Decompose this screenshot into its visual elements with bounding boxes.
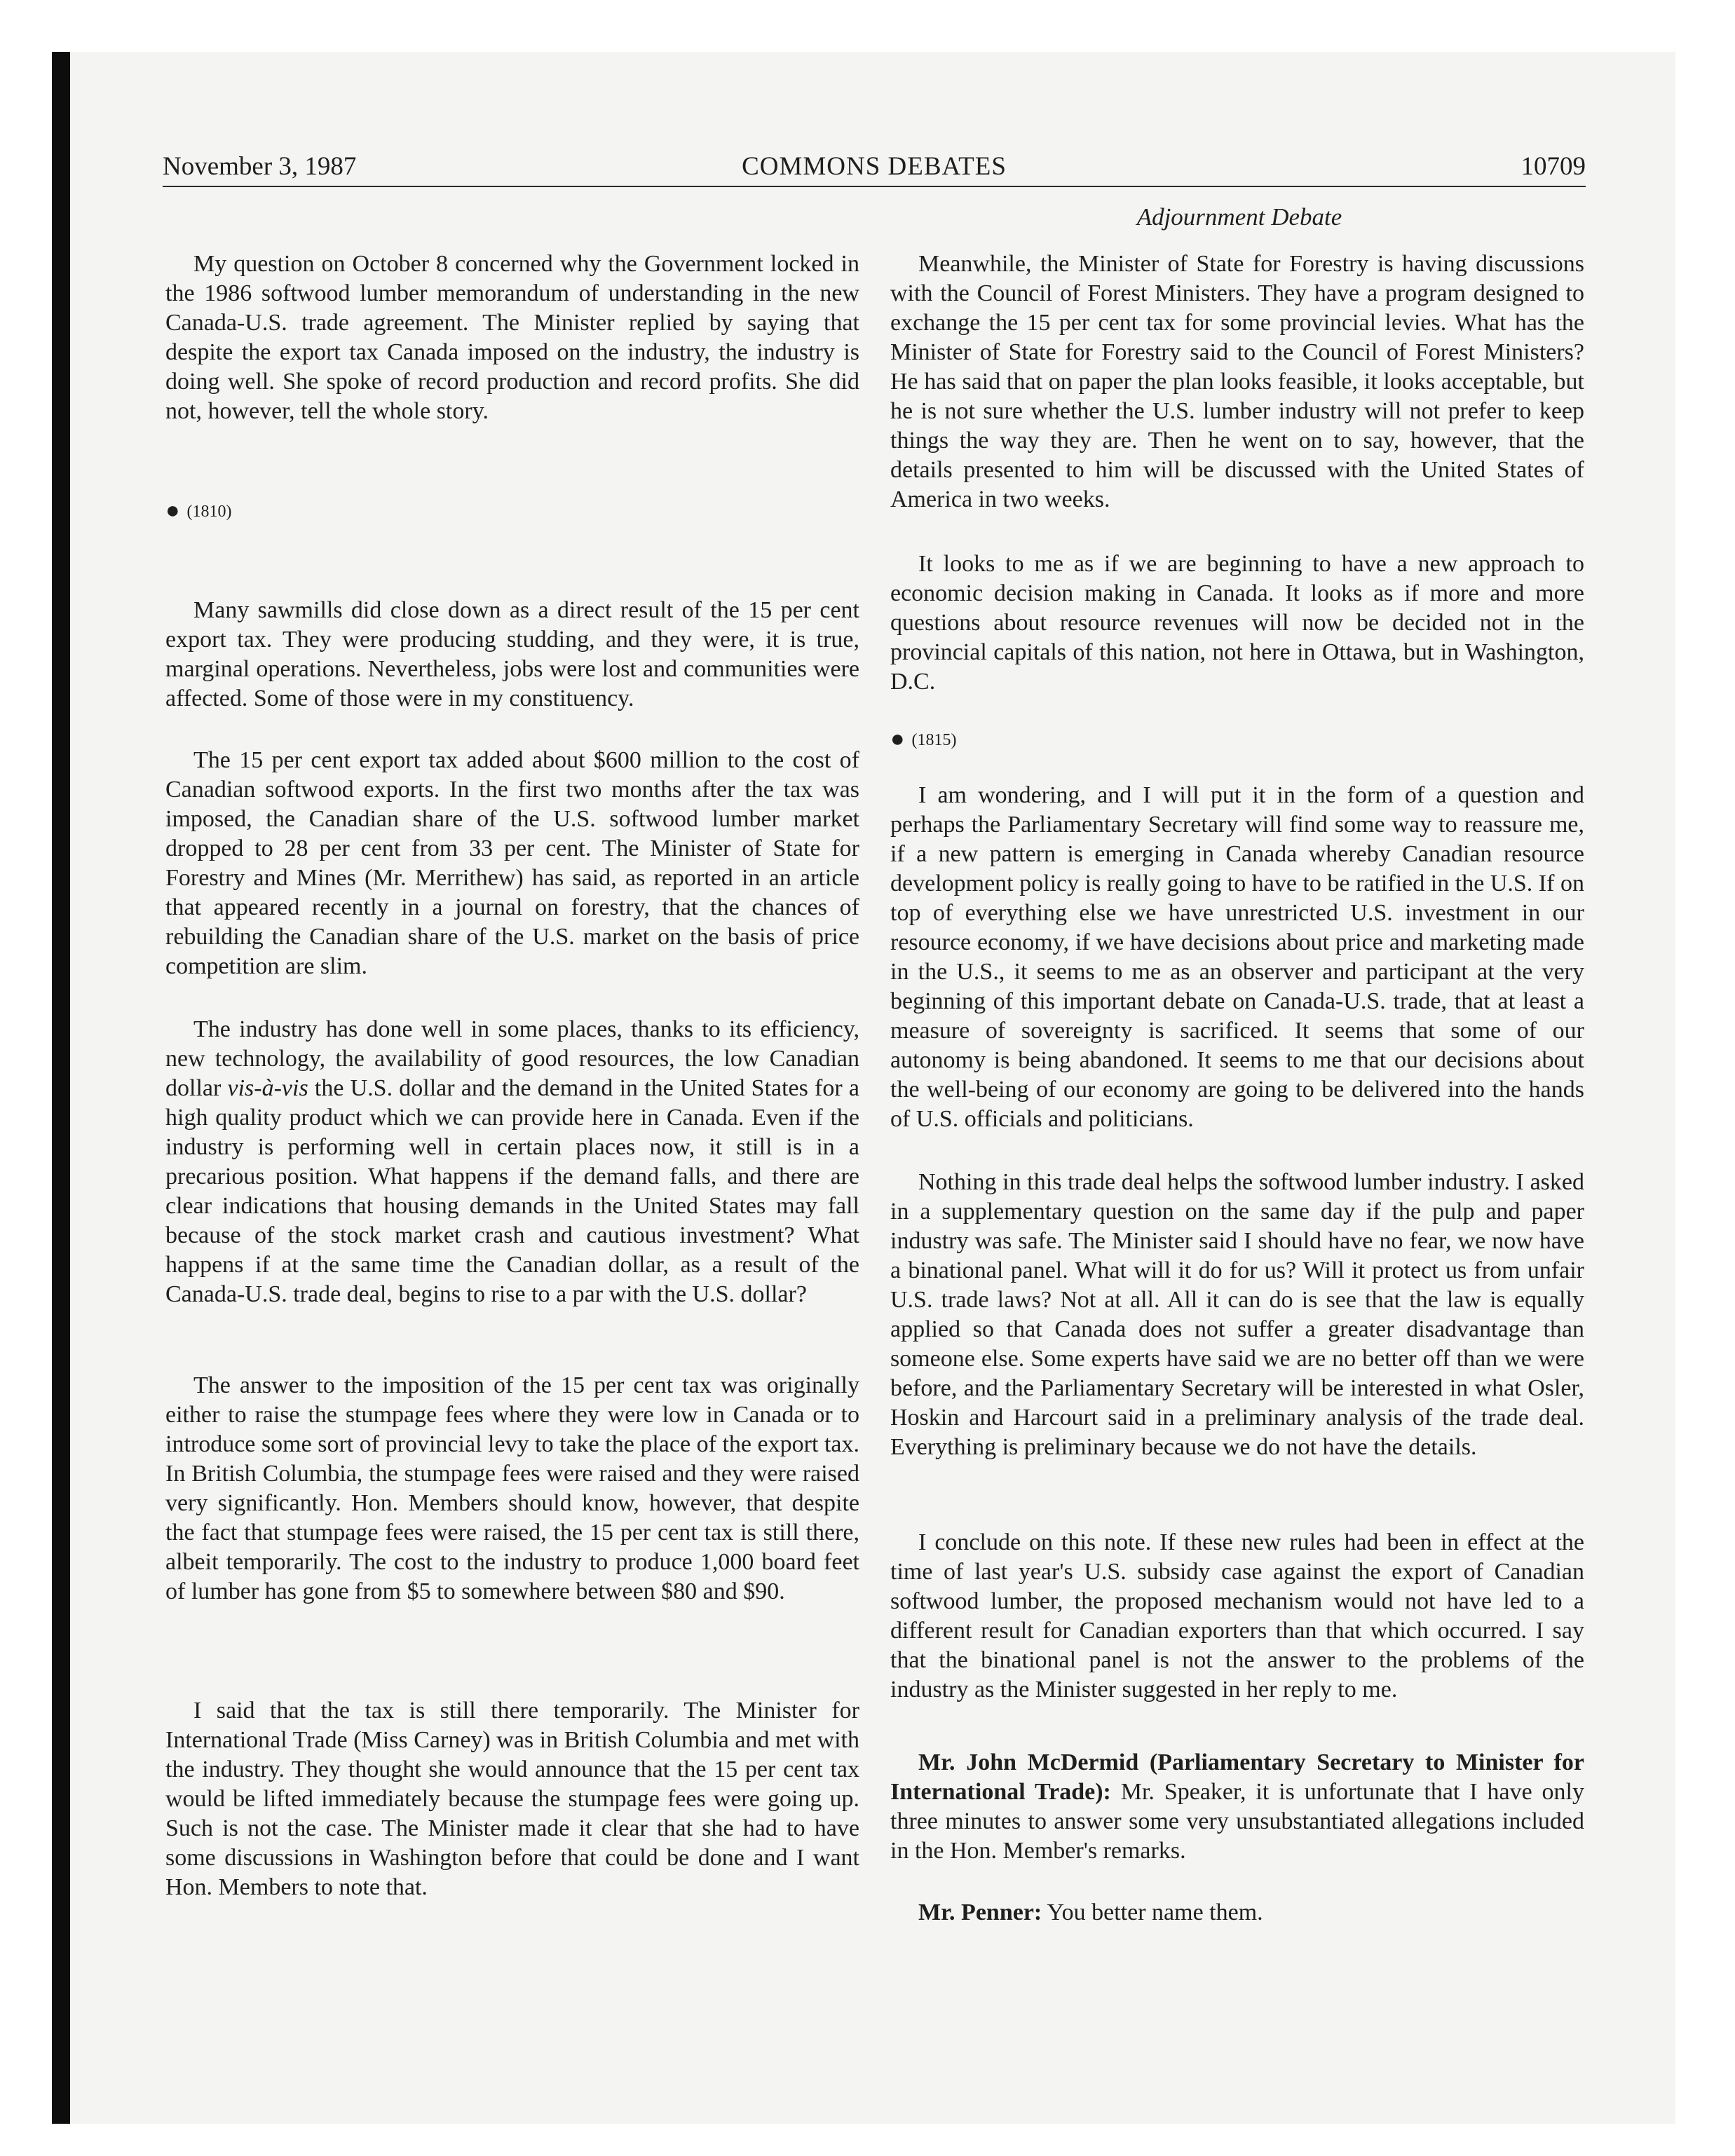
paragraph-text: The industry has done well in some places, thanks to its efficiency, new technology, the availability of good resources, the low Canadian dollar vis-à-vis the U.S. dollar and the demand in the United States for a high quality product which we can provide here in Canada. Even if the industry is performing well in certain places now, it still is in a precarious position. What happens if the demand falls, and there are clear indications that housing demands in the United States may fall because of the stock market crash and cautious investment? What happens if at the same time the Canadian dollar, as a result of the Canada-U.S. trade deal, begins to rise to a par with the U.S. dollar? [165,1016,859,1307]
bullet-icon: ● [890,726,905,752]
left-paragraph-4 [165,1015,859,1309]
paragraph-text: Mr. John McDermid (Parliamentary Secretary to Minister for International Trade): Mr. Speaker, it is unfortunate that I have only three minutes to answer some very unsubstantiated allegations included in the Hon. Member's remarks. [890,1749,1585,1864]
paragraph-text: The answer to the imposition of the 15 per cent tax was originally either to raise the stumpage fees where they were low in Canada or to introduce some sort of provincial levy to take the place of the export tax. In British Columbia, the stumpage fees were raised and they were raised very significantly. Hon. Members should know, however, that despite the fact that stumpage fees were raised, the 15 per cent tax is still there, albeit temporarily. The cost to the industry to produce 1,000 board feet of lumber has gone from $5 to somewhere between $80 and $90. [165,1372,859,1604]
paragraph-text: Many sawmills did close down as a direct result of the 15 per cent export tax. They were producing studding, and they were, it is true, marginal operations. Nevertheless, jobs were lost and communities were affected. Some of those were in my constituency. [165,597,859,711]
right-paragraph-2 [890,550,1584,697]
left-paragraph-2 [165,596,859,714]
page-header [163,146,1586,188]
paragraph-text: I said that the tax is still there temporarily. The Minister for International Trade (Miss Carney) was in British Columbia and met with the industry. They thought she would announce that the 15 per cent tax would be lifted immediately because the stumpage fees were going up. Such is not the case. The Minister made it clear that she had to have some discussions in Washington before that could be done and I want Hon. Members to note that. [165,1698,859,1900]
header-page-number: 10709 [1520,152,1586,181]
left-timestamp [165,500,859,522]
scan-binding-edge [52,52,70,2124]
paragraph-text: Mr. Penner: You better name them. [918,1899,1263,1925]
scan-margin [0,0,1735,52]
running-head: Adjournment Debate [1136,203,1342,231]
timestamp-text: (1815) [911,731,957,749]
speaker-name: Mr. John McDermid (Parliamentary Secretary to Minister for International Trade): [890,1749,1584,1805]
speaker-name: Mr. Penner: [918,1899,1042,1925]
left-paragraph-5 [165,1371,859,1606]
paragraph-text: It looks to me as if we are beginning to have a new approach to economic decision making in Canada. It looks as if more and more questions about resource revenues will now be decided not in the provincial capitals of this nation, not here in Ottawa, but in Washington, D.C. [890,551,1584,695]
timestamp-text: (1810) [186,503,232,521]
left-paragraph-6 [165,1696,859,1902]
paragraph-text: My question on October 8 concerned why the Government locked in the 1986 softwood lumber memorandum of understanding in the new Canada-U.S. trade agreement. The Minister replied by saying that despite the export tax Canada imposed on the industry, the industry is doing well. She spoke of record production and record profits. She did not, however, tell the whole story. [165,251,859,424]
right-paragraph-7 [890,1898,1584,1928]
bullet-icon: ● [165,498,180,524]
right-paragraph-1 [890,250,1584,514]
paragraph-text: I conclude on this note. If these new rules had been in effect at the time of last year's U.S. subsidy case against the export of Canadian softwood lumber, the proposed mechanism would not have led to a different result for Canadian exporters than that which occurred. I say that the binational panel is not the answer to the problems of the industry as the Minister suggested in her reply to me. [890,1529,1584,1703]
left-paragraph-1 [165,250,859,426]
italic-phrase: vis-à-vis [227,1075,308,1101]
paragraph-text: I am wondering, and I will put it in the form of a question and perhaps the Parliamentary Secretary will find some way to reassure me, if a new pattern is emerging in Canada whereby Canadian resource development policy is really going to have to be ratified in the U.S. If on top of everything else we have unrestricted U.S. investment in our resource economy, if we have decisions about price and marketing made in the U.S., it seems to me as an observer and participant at the very beginning of this important debate on Canada-U.S. trade, that at least a measure of sovereignty is sacrificed. It seems that some of our autonomy is being abandoned. It seems to me that our decisions about the well-being of our economy are going to be delivered into the hands of U.S. officials and politicians. [890,782,1584,1132]
header-title: COMMONS DEBATES [742,152,1007,181]
left-paragraph-3 [165,746,859,981]
paragraph-text: Meanwhile, the Minister of State for Forestry is having discussions with the Council of Forest Ministers. They have a program designed to exchange the 15 per cent tax for some provincial levies. What has the Minister of State for Forestry said to the Council of Forest Ministers? He has said that on paper the plan looks feasible, it looks acceptable, but he is not sure whether the U.S. lumber industry will not prefer to keep things the way they are. Then he went on to say, however, that the details presented to him will be discussed with the United States of America in two weeks. [890,251,1584,512]
header-date: November 3, 1987 [163,152,357,181]
paragraph-text: Nothing in this trade deal helps the softwood lumber industry. I asked in a supplementary question on the same day if the pulp and paper industry was safe. The Minister said I should have no fear, we now have a binational panel. What will it do for us? Will it protect us from unfair U.S. trade laws? Not at all. All it can do is see that the law is equally applied so that Canada does not suffer a greater disadvantage than someone else. Some experts have said we are no better off than we were before, and the Parliamentary Secretary will be interested in what Osler, Hoskin and Harcourt said in a preliminary analysis of the trade deal. Everything is preliminary because we do not have the details. [890,1169,1584,1460]
right-paragraph-6 [890,1748,1584,1866]
right-paragraph-5 [890,1528,1584,1705]
header-rule [163,186,1586,187]
right-paragraph-4 [890,1168,1584,1462]
paragraph-text: The 15 per cent export tax added about $600 million to the cost of Canadian softwood exports. In the first two months after the tax was imposed, the Canadian share of the U.S. softwood lumber market dropped to 28 per cent from 33 per cent. The Minister of State for Forestry and Mines (Mr. Merrithew) has said, as reported in an article that appeared recently in a journal on forestry, that the chances of rebuilding the Canadian share of the U.S. market on the basis of price competition are slim. [165,747,859,979]
right-timestamp [890,726,1584,752]
right-paragraph-3 [890,781,1584,1134]
